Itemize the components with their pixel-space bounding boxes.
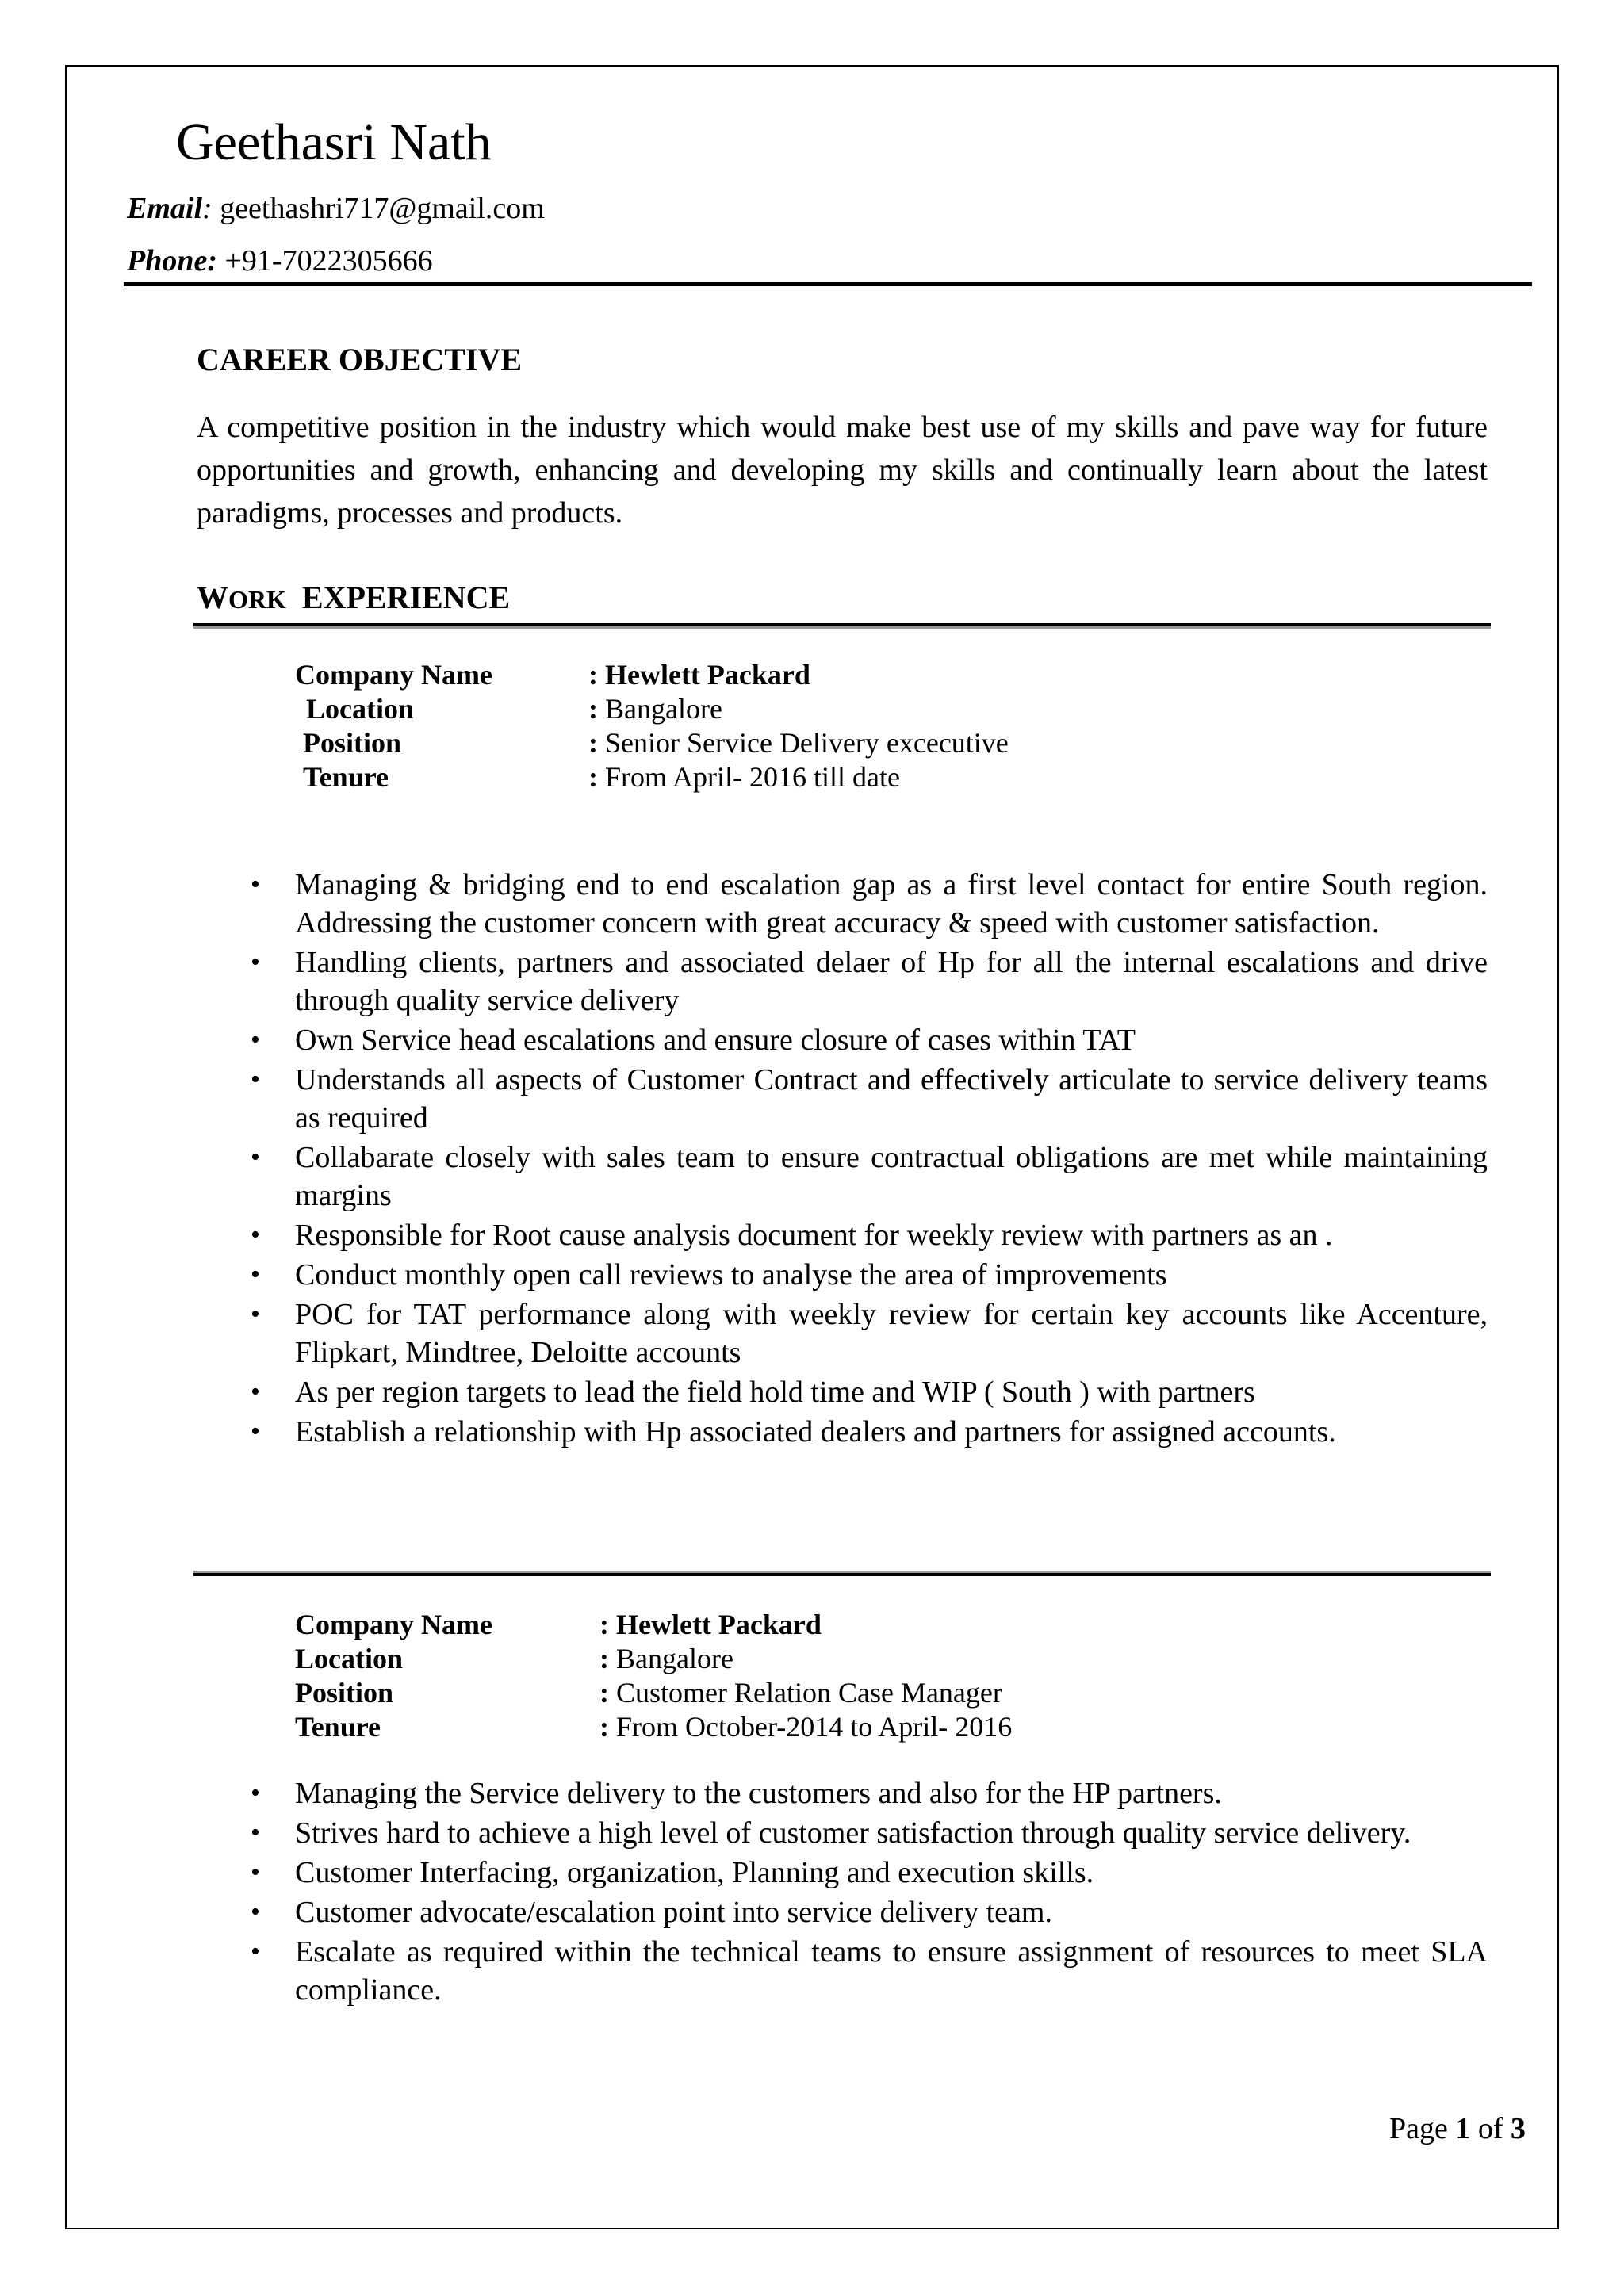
phone-label: Phone: — [127, 244, 217, 277]
work-heading-small-caps: ORK — [228, 585, 286, 614]
list-item: • As per region targets to lead the field hold time and WIP ( South ) with partners — [295, 1373, 1488, 1411]
page-number — [1389, 2110, 1526, 2147]
work-experience-divider — [193, 623, 1491, 626]
job-1-company-label: Company Name — [295, 659, 492, 691]
job-2-tenure-label: Tenure — [295, 1711, 381, 1743]
job-2-tenure-value: : From October-2014 to April- 2016 — [599, 1711, 1013, 1743]
job-2-company-value: : Hewlett Packard — [599, 1609, 822, 1640]
header-divider — [124, 282, 1532, 286]
job-1-position-label: Position — [303, 727, 402, 759]
page-current: 1 — [1455, 2112, 1471, 2145]
email-value: geethashri717@gmail.com — [220, 192, 545, 225]
job-2-location-value: : Bangalore — [599, 1643, 733, 1674]
list-item: • Customer Interfacing, organization, Planning and execution skills. — [295, 1854, 1488, 1892]
list-item: • Managing & bridging end to end escalation gap as a first level contact for entire South region. Addressing the customer concern with great accuracy & speed with customer satisfaction. — [295, 866, 1488, 942]
job-1-tenure-value: : From April- 2016 till date — [588, 761, 900, 793]
phone-value: +91-7022305666 — [224, 244, 433, 277]
list-item: • Handling clients, partners and associated delaer of Hp for all the internal escalations and drive through quality service delivery — [295, 943, 1488, 1020]
list-item: • Responsible for Root cause analysis document for weekly review with partners as an . — [295, 1216, 1488, 1254]
work-heading-rest: EXPERIENCE — [301, 580, 511, 615]
job-2-divider — [193, 1573, 1491, 1576]
job-2-location-label: Location — [295, 1643, 404, 1674]
job-1-responsibilities — [295, 866, 1488, 1452]
list-item: • Own Service head escalations and ensure closure of cases within TAT — [295, 1021, 1488, 1059]
job-2-position-label: Position — [295, 1677, 394, 1709]
career-objective-heading: CAREER OBJECTIVE — [197, 342, 523, 377]
job-2-responsibilities — [295, 1774, 1488, 2011]
list-item: • Collabarate closely with sales team to ensure contractual obligations are met while maintaining margins — [295, 1138, 1488, 1215]
work-experience-heading — [197, 579, 510, 618]
candidate-name: Geethasri Nath — [176, 113, 492, 171]
list-item: • Managing the Service delivery to the customers and also for the HP partners. — [295, 1774, 1488, 1812]
job-2-details — [295, 1608, 1088, 1751]
job-1-position-value: : Senior Service Delivery excecutive — [588, 727, 1009, 759]
job-1-location-value: : Bangalore — [588, 693, 722, 725]
list-item: • Customer advocate/escalation point into service delivery team. — [295, 1893, 1488, 1931]
job-1-company-value: : Hewlett Packard — [588, 659, 810, 691]
page-total: 3 — [1511, 2112, 1526, 2145]
list-item: • Understands all aspects of Customer Contract and effectively articulate to service delivery teams as required — [295, 1061, 1488, 1137]
job-2-company-label: Company Name — [295, 1609, 492, 1640]
job-2-position-value: : Customer Relation Case Manager — [599, 1677, 1002, 1709]
of-word: of — [1477, 2112, 1503, 2145]
job-1-tenure-label: Tenure — [303, 761, 389, 793]
list-item: • Strives hard to achieve a high level of customer satisfaction through quality service delivery. — [295, 1814, 1488, 1852]
email-separator: : — [202, 192, 213, 225]
job-1-location-label: Location — [306, 693, 415, 725]
list-item: • POC for TAT performance along with weekly review for certain key accounts like Accenture, Flipkart, Mindtree, Deloitte accounts — [295, 1295, 1488, 1372]
email-line — [127, 190, 545, 227]
list-item: • Escalate as required within the technical teams to ensure assignment of resources to meet SLA compliance. — [295, 1933, 1488, 2009]
job-1-details — [295, 658, 1088, 801]
email-label: Email — [127, 192, 203, 225]
phone-line — [127, 243, 433, 279]
work-heading-initial: W — [197, 580, 228, 615]
list-item: • Establish a relationship with Hp associated dealers and partners for assigned accounts. — [295, 1413, 1488, 1451]
career-objective-text: A competitive position in the industry which would make best use of my skills and pave way for future opportunities and growth, enhancing and developing my skills and continually learn about the latest paradigms, processes and products. — [197, 411, 1488, 530]
list-item: • Conduct monthly open call reviews to analyse the area of improvements — [295, 1256, 1488, 1294]
page-word: Page — [1388, 2112, 1448, 2145]
